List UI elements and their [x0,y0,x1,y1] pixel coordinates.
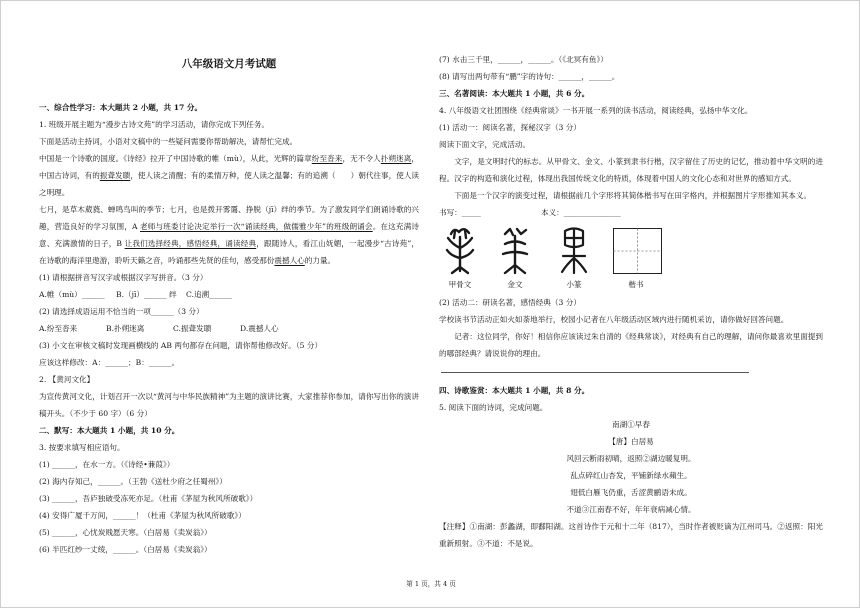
poem-annotation: 【注释】①南湖：彭蠡湖，即鄱阳湖。这首诗作于元和十二年（817），当时作者被贬谪为江州司马。②返照：阳光重新照射。③不道：不是说。 [439,521,823,548]
passage-text: 。在这充满诗意、充满激情的日子，B [39,221,420,248]
page-footer: 第 1 页，共 4 页 [406,580,456,588]
answer-line-row [439,204,823,221]
passage-text: ，使人读之清醒；有的柔情万种，使人读之温馨；有的追溯（ ）朝代往事，使人读之明理。 [39,170,420,197]
character-evolution-figure [439,221,823,294]
question-4-stem: 4. 八年级语文社团围绕《经典常谈》一书开展一系列的读书活动，阅读经典，弘扬中华文化。 [439,106,753,115]
option-a: A.纷至沓来 [39,323,78,333]
underlined-idiom: 震撼人心 [274,255,305,265]
underlined-idiom: 振聋发聩 [99,170,131,180]
page-title: 八年级语文月考试题 [181,58,277,70]
poem-line: 翅低白雁飞仍重，舌涩黄鹂语未成。 [570,487,692,497]
activity-2-scene: 学校读书节活动正如火如荼地举行，校园小记者在八年级活动区域内进行随机采访，请你做好回答问题。 [439,314,789,324]
bronze-inscription-glyph [503,229,527,273]
recitation-item: (5) ______，心忧炭贱愿天寒。（白居易《卖炭翁》） [39,527,212,537]
underlined-sentence-b: 让我们选择经典，感悟经典，诵读经典 [124,238,257,248]
fill-item-c: C.追溯______ [186,289,232,299]
reporter-question: 记者：这位同学，你好！相信你应该读过朱自清的《经典常谈》，对经典有自己的理解，请问你最喜欢里面提到的哪部经典？请说说你的理由。 [439,331,823,358]
recitation-item: (2) 海内存知己，______。（王勃《送杜少府之任蜀州》） [39,476,227,486]
activity-2-title: (2) 活动二：研读名著，感悟经典（3 分） [439,297,581,307]
underlined-sentence-a: 老师与班委讨论决定举行一次“诵读经典，做儒雅少年”的班级朗诵会 [140,221,373,231]
subquestion-3-prompt: (3) 小文在审核文稿时发现画横线的 AB 两句都存在问题，请你帮他修改好。（5 分） [39,340,323,350]
recitation-item: (4) 安得广厦千万间，______！（杜甫《茅屋为秋风所破歌》） [39,510,246,520]
option-d: D.震撼人心 [240,323,279,333]
recitation-item: (7) 水击三千里，______，______。（《北冥有鱼》） [439,55,608,64]
oracle-bone-glyph [447,229,473,273]
left-column [39,53,419,558]
subquestion-3-answer: 应该这样修改：A：______；B：______。 [39,357,180,367]
poem-line: 不道③江南春不好，年年衰病减心情。 [566,504,696,514]
subquestion-1-items [39,286,419,303]
tian-grid-box [614,229,662,274]
poem-line: 风回云断雨初晴，返照②湖边暖复明。 [566,453,696,463]
question-3-stem: 3. 按要求填写相应语句。 [39,442,125,452]
subquestion-2-prompt: (2) 请选择成语运用不恰当的一项______（3 分） [39,306,204,316]
question-2-body: 为宣传黄河文化，计划召开一次以“黄河与中华民族精神”为主题的演讲比赛，大家推荐你参加，请你写出你的演讲稿开头。（不少于 60 字）（6 分） [39,391,419,418]
underlined-idiom: 纷至沓来 [311,153,343,163]
question-1-stem: 1. 班级开展主题为“漫步古诗文苑”的学习活动，请你完成下列任务。 [39,119,270,129]
recitation-item: (3) ______，吾庐独破受冻死亦足。（杜甫《茅屋为秋风所破歌》） [39,493,258,503]
meaning-answer-label: 本义：_______________ [541,208,621,217]
answer-line [441,372,749,373]
fill-item-a: A.帷（mù）______ [39,289,105,299]
passage-paragraph-2 [39,201,419,269]
label-small-seal: 小篆 [566,280,582,289]
passage-text: 的力量。 [304,255,336,265]
character-evolution-drawing [439,221,679,279]
recitation-item: (1) ______，在水一方。（《诗经•蒹葭》） [39,459,175,469]
label-oracle-bone: 甲骨文 [448,280,472,289]
fill-item-b: B.（jī）______ 绊 [116,289,177,299]
write-answer-label: 书写：_____ [439,208,481,217]
activity-1-passage: 文字，是文明时代的标志。从甲骨文、金文、小篆到隶书行楷，汉字留住了历史的记忆，推动着中华文明的进程。汉字的构造和演化过程，体现出我国传统文化的特质，体现着中国人的文化心态和对世界的感知方式。 [439,157,823,183]
label-bronze: 金文 [507,280,523,289]
passage-text: ，无不令人 [342,153,381,163]
recitation-item: (6) 半匹红纱一丈绫，______。（白居易《卖炭翁》） [39,544,212,554]
right-column [439,51,823,552]
activity-1-task: 下面是一个汉字的演变过程，请根据前几个字形将其简体楷书写在田字格内，并根据图片字形推知其本义。 [454,191,812,200]
passage-text: ，中国古诗词，有的 [39,153,420,180]
question-2-stem: 2. 【黄河文化】 [39,374,95,384]
activity-1-title: (1) 活动一：阅读名著，探秘汉字（3 分） [439,123,581,132]
question-1-intro: 下面是活动主持词，小语对文稿中的一些疑问需要你帮助解决，请帮忙完成。 [39,136,298,146]
section-heading-2: 二、默写：本大题共 1 小题，共 10 分。 [39,425,180,435]
label-regular-script: 楷书 [628,280,644,289]
section-heading-3: 三、名著阅读：本大题共 1 小题，共 6 分。 [439,89,590,98]
recitation-item: (8) 请写出两句带有“鹏”字的诗句：______，______。 [439,72,620,81]
option-b: B.扑朔迷离 [106,323,145,333]
option-c: C.振聋发聩 [173,323,212,333]
answer-line-block [439,362,823,382]
small-seal-glyph [562,229,586,274]
passage-text: 七月，是草木葳蕤、蝉鸣鸟叫的季节；七月，也是拨开雾霭、挣脱（jī）绊的季节。为了激发同学们朗诵诗歌的兴趣，营造良好的学习氛围，A [39,204,419,231]
passage-text: 中国是一个诗歌的国度。《诗经》拉开了中国诗歌的帷（mù），从此，光辉的篇章 [39,153,312,163]
subquestion-2-options [39,320,419,337]
passage-text: ，跟随诗人，看江山妩媚，一起漫步“古诗苑”，在诗歌的海洋里遨游，聆听天籁之音，吟诵那些先贤的佳句，感受那份 [39,238,419,265]
question-5-stem: 5. 阅读下面的诗词，完成问题。 [439,402,548,412]
section-heading-4: 四、诗歌鉴赏：本大题共 1 小题，共 8 分。 [439,385,590,395]
underlined-idiom: 扑朔迷离 [380,153,412,163]
poem-line: 乱点碎红山杏发，平铺新绿水蘋生。 [570,470,692,480]
passage-paragraph-1 [39,150,419,201]
poem-author: 【唐】白居易 [608,436,654,446]
subquestion-1-prompt: (1) 请根据拼音写汉字或根据汉字写拼音。（3 分） [39,272,208,282]
activity-1-instruction: 阅读下面文字，完成活动。 [439,140,531,149]
poem-title: 南湖①早春 [612,419,650,429]
section-heading-1: 一、综合性学习：本大题共 2 小题，共 17 分。 [39,102,203,112]
